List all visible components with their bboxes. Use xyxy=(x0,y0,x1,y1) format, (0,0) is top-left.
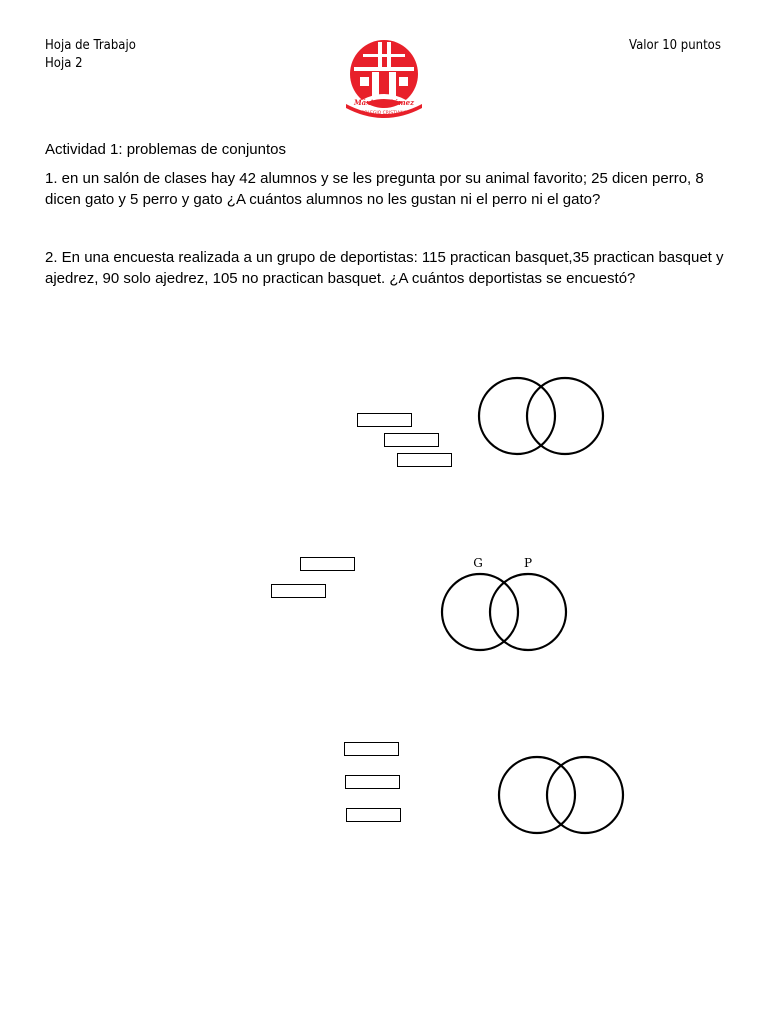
answer-box[interactable] xyxy=(397,453,452,467)
answer-box[interactable] xyxy=(344,742,399,756)
sheet-number: Hoja 2 xyxy=(45,56,83,71)
venn-circle-right xyxy=(527,378,603,454)
logo-name-text: Máximo Gómez xyxy=(353,98,415,107)
venn-circle-left xyxy=(479,378,555,454)
problem-2-text: 2. En una encuesta realizada a un grupo de deportistas: 115 practican basquet,35 practican basquet y ajedrez, 90 solo ajedrez, 105 no practican basquet. ¿A cuántos deportistas se encuestó? xyxy=(45,249,724,287)
answer-box[interactable] xyxy=(271,584,326,598)
school-logo xyxy=(342,36,426,118)
answer-box[interactable] xyxy=(357,413,412,427)
venn-circle-g xyxy=(442,574,518,650)
point-value: Valor 10 puntos xyxy=(629,38,721,53)
logo-subtext: COLEGIO CRISTIANO xyxy=(360,111,408,116)
set-label-g: G xyxy=(473,556,483,570)
venn-diagram-2 xyxy=(436,552,572,656)
set-label-p: P xyxy=(523,556,533,570)
answer-box[interactable] xyxy=(300,557,355,571)
venn-diagram-1 xyxy=(474,372,610,460)
answer-box[interactable] xyxy=(345,775,400,789)
problem-1-text: 1. en un salón de clases hay 42 alumnos y se les pregunta por su animal favorito; 25 dicen perro, 8 dicen gato y 5 perro y gato ¿A cuántos alumnos no les gustan ni el perro ni el gato? xyxy=(45,170,704,208)
answer-box[interactable] xyxy=(346,808,401,822)
venn-diagram-3 xyxy=(494,751,630,839)
venn-circle-left xyxy=(499,757,575,833)
answer-box[interactable] xyxy=(384,433,439,447)
venn-circle-right xyxy=(547,757,623,833)
activity-title: Actividad 1: problemas de conjuntos xyxy=(45,141,286,158)
worksheet-title: Hoja de Trabajo xyxy=(45,38,136,53)
venn-circle-p xyxy=(490,574,566,650)
